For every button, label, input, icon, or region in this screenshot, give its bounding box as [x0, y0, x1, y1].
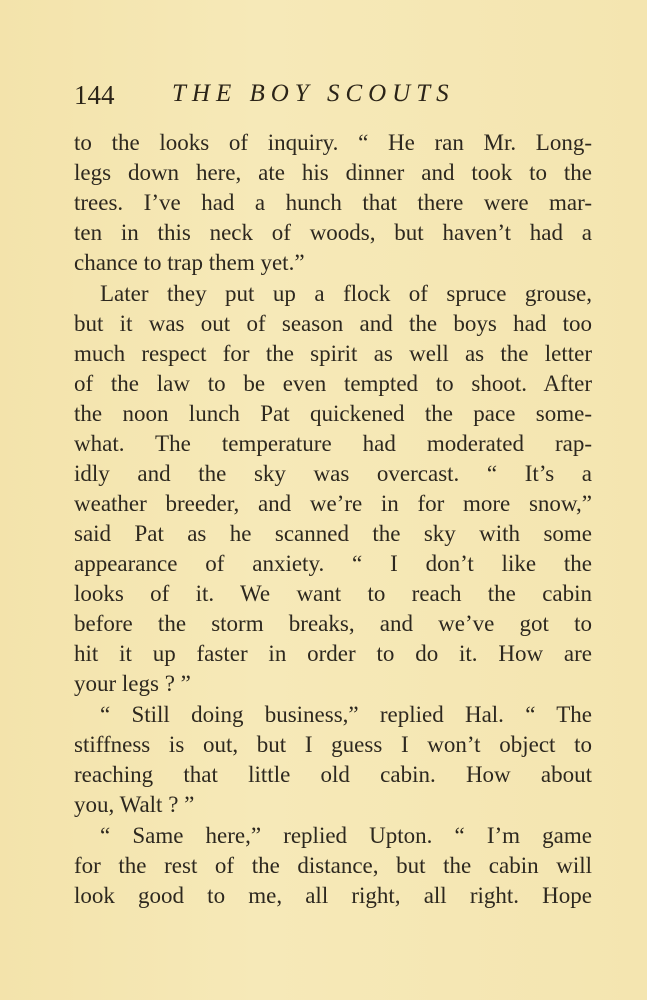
- text-line: Later they put up a flock of spruce grouse,: [100, 281, 592, 306]
- text-line: ten in this neck of woods, but haven’t had a: [74, 220, 592, 245]
- text-line: what. The temperature had moderated rap-: [74, 431, 592, 456]
- text-line: idly and the sky was overcast. “ It’s a: [74, 461, 592, 486]
- text-line: your legs ? ”: [74, 671, 191, 696]
- text-line: look good to me, all right, all right. Hope: [74, 883, 592, 908]
- text-line: looks of it. We want to reach the cabin: [74, 581, 592, 606]
- running-title: THE BOY SCOUTS: [172, 80, 455, 107]
- text-line: chance to trap them yet.”: [74, 250, 305, 275]
- text-line: the noon lunch Pat quickened the pace some-: [74, 401, 592, 426]
- text-line: reaching that little old cabin. How about: [74, 762, 592, 787]
- text-line: of the law to be even tempted to shoot. After: [74, 371, 592, 396]
- text-line: much respect for the spirit as well as the letter: [74, 341, 592, 366]
- text-line: trees. I’ve had a hunch that there were mar-: [74, 190, 592, 215]
- text-line: “ Still doing business,” replied Hal. “ The: [100, 702, 592, 727]
- text-line: said Pat as he scanned the sky with some: [74, 521, 592, 546]
- page-header: [74, 76, 594, 116]
- text-line: before the storm breaks, and we’ve got to: [74, 611, 592, 636]
- text-line: appearance of anxiety. “ I don’t like the: [74, 551, 592, 576]
- text-line: stiffness is out, but I guess I won’t object to: [74, 732, 592, 757]
- text-line: hit it up faster in order to do it. How are: [74, 641, 592, 666]
- page-number: 144: [74, 80, 115, 110]
- text-line: legs down here, ate his dinner and took to the: [74, 160, 592, 185]
- text-line: “ Same here,” replied Upton. “ I’m game: [100, 823, 592, 848]
- text-line: for the rest of the distance, but the cabin will: [74, 853, 592, 878]
- text-line: to the looks of inquiry. “ He ran Mr. Long-: [74, 130, 592, 155]
- text-line: but it was out of season and the boys had too: [74, 311, 592, 336]
- text-line: you, Walt ? ”: [74, 792, 195, 817]
- text-line: weather breeder, and we’re in for more snow,”: [74, 491, 592, 516]
